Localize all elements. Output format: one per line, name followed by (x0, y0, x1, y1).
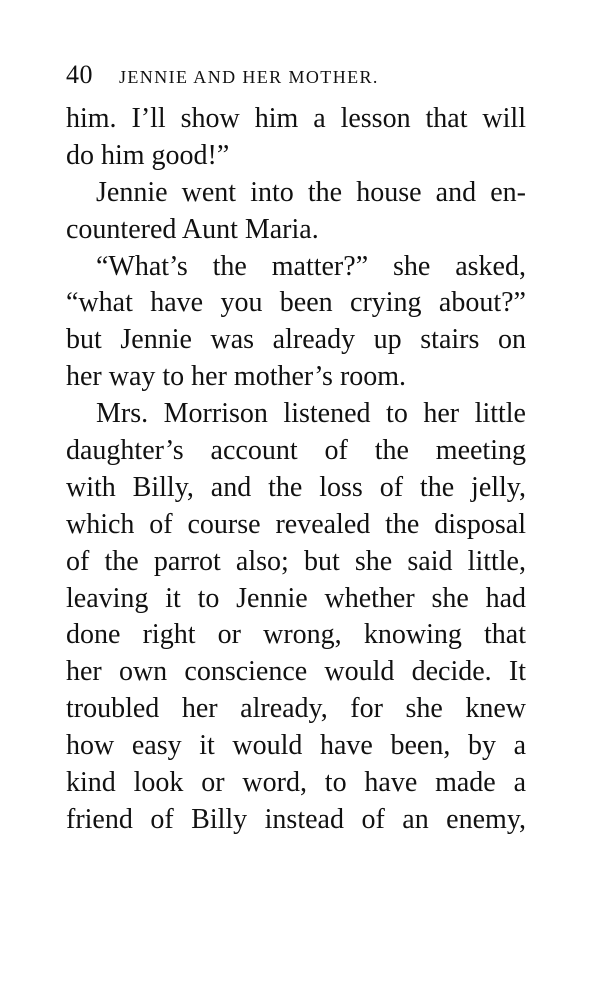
text-line: with Billy, and the loss of the jelly, (66, 471, 526, 503)
text-line: kind look or word, to have made a (66, 767, 526, 799)
text-line: troubled her already, for she knew (66, 693, 526, 725)
running-head: JENNIE AND HER MOTHER. (119, 67, 379, 87)
text-line: which of course revealed the disposal (66, 508, 526, 540)
body-text (66, 101, 526, 839)
text-line: friend of Billy instead of an enemy, (66, 803, 526, 835)
text-line: how easy it would have been, by a (66, 730, 526, 762)
text-line: Jennie went into the house and en- (96, 176, 526, 208)
text-line: leaving it to Jennie whether she had (66, 582, 526, 614)
text-line: of the parrot also; but she said little, (66, 545, 526, 577)
text-line: daughter’s account of the meeting (66, 435, 526, 467)
text-line: do him good!” (66, 139, 230, 171)
text-line: done right or wrong, knowing that (66, 619, 526, 651)
text-line: “What’s the matter?” she asked, (96, 250, 526, 282)
text-line: her own conscience would decide. It (66, 656, 526, 688)
text-line: Mrs. Morrison listened to her little (96, 398, 526, 430)
page-header (66, 60, 526, 90)
text-line: him. I’ll show him a lesson that will (66, 103, 526, 134)
text-line: but Jennie was already up stairs on (66, 324, 526, 356)
page-number: 40 (66, 60, 93, 89)
text-line: her way to her mother’s room. (66, 361, 407, 393)
text-line: countered Aunt Maria. (66, 213, 319, 245)
text-line: “what have you been crying about?” (66, 287, 526, 319)
